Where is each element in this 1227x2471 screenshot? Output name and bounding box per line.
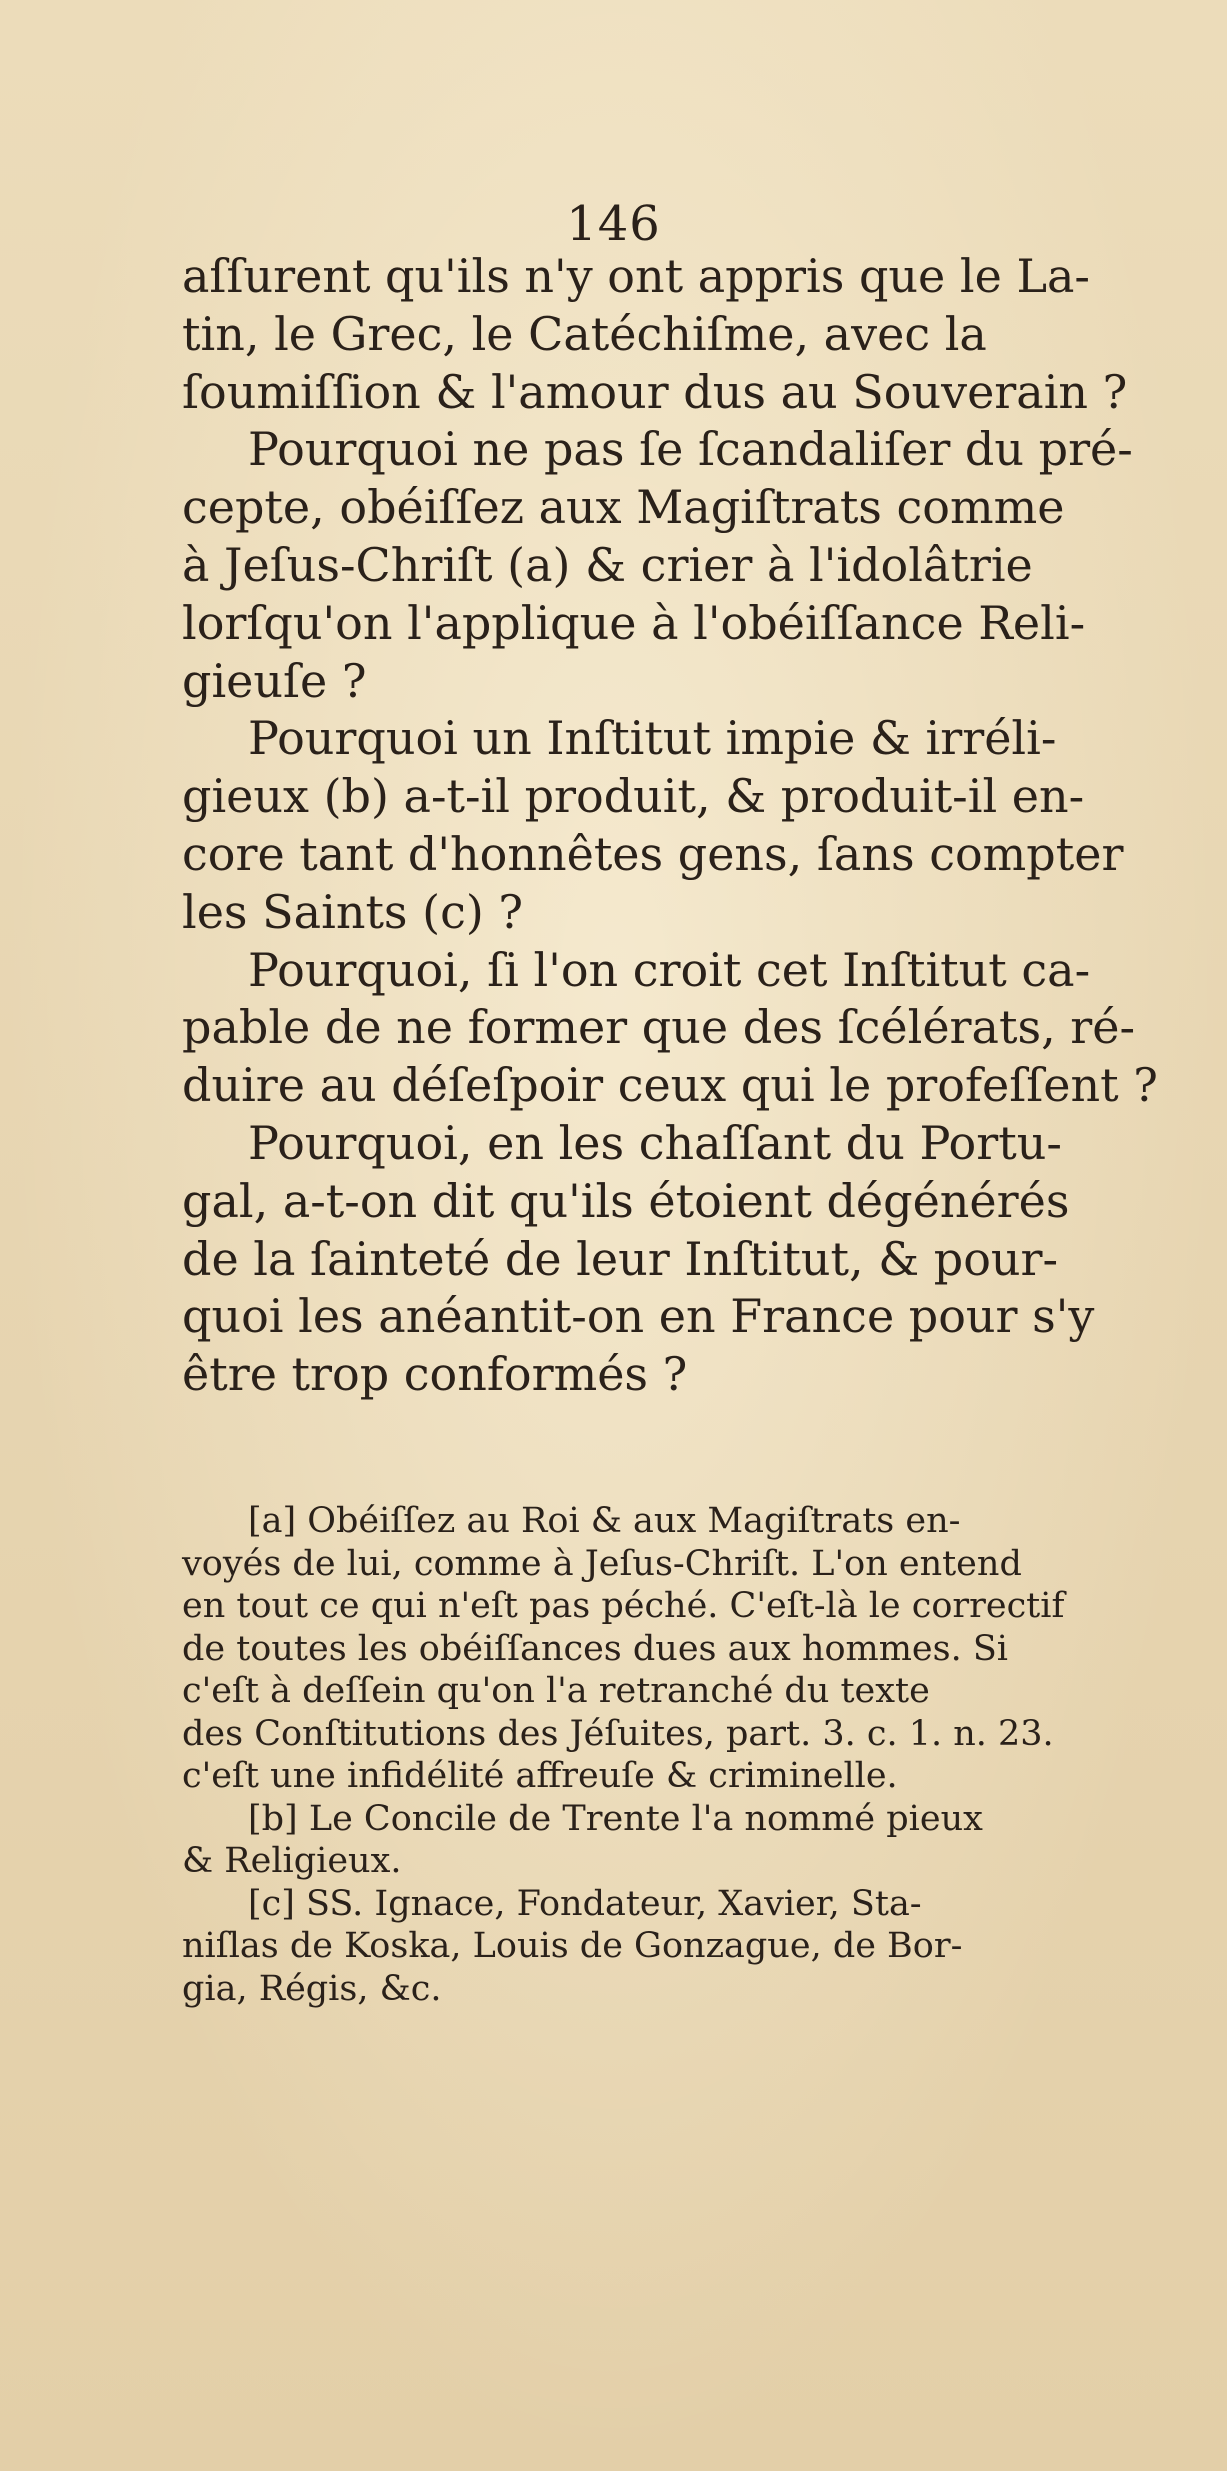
text-line-18: de la ſainteté de leur Inſtitut, & pour- bbox=[182, 1231, 1059, 1286]
footnote-line-6: des Conſtitutions des Jéſuites, part. 3. c. 1. n. 23. bbox=[182, 1713, 1054, 1754]
page-number: 146 bbox=[566, 196, 661, 252]
text-line-15: duire au déſeſpoir ceux qui le profeſſent ? bbox=[182, 1058, 1158, 1113]
text-line-12: les Saints (c) ? bbox=[182, 884, 524, 939]
footnote-line-10: [c] SS. Ignace, Fondateur, Xavier, Sta- bbox=[248, 1883, 922, 1924]
text-line-16: Pourquoi, en les chaſſant du Portu- bbox=[248, 1115, 1062, 1170]
text-line-6: à Jeſus-Chriſt (a) & crier à l'idolâtrie bbox=[182, 537, 1033, 592]
text-line-11: core tant d'honnêtes gens, ſans compter bbox=[182, 826, 1124, 881]
text-line-14: pable de ne former que des ſcélérats, ré- bbox=[182, 1000, 1136, 1055]
text-line-7: lorſqu'on l'applique à l'obéiſſance Reli- bbox=[182, 595, 1086, 650]
footnote-line-2: voyés de lui, comme à Jeſus-Chriſt. L'on entend bbox=[182, 1543, 1022, 1584]
footnote-line-7: c'eſt une infidélité affreuſe & criminelle. bbox=[182, 1756, 898, 1796]
footnote-line-3: en tout ce qui n'eſt pas péché. C'eſt-là le correctif bbox=[182, 1586, 1065, 1626]
text-line-19: quoi les anéantit-on en France pour s'y bbox=[182, 1289, 1095, 1344]
footnote-line-5: c'eſt à deſſein qu'on l'a retranché du texte bbox=[182, 1671, 930, 1711]
footnote-line-12: gia, Régis, &c. bbox=[182, 1968, 442, 2009]
text-line-5: cepte, obéiſſez aux Magiſtrats comme bbox=[182, 480, 1065, 535]
footnote-line-8: [b] Le Concile de Trente l'a nommé pieux bbox=[248, 1798, 983, 1839]
text-line-8: gieuſe ? bbox=[182, 653, 367, 708]
text-line-4: Pourquoi ne pas ſe ſcandaliſer du pré- bbox=[248, 422, 1133, 477]
text-line-2: tin, le Grec, le Catéchiſme, avec la bbox=[182, 306, 987, 361]
footnote-line-1: [a] Obéiſſez au Roi & aux Magiſtrats en- bbox=[248, 1501, 961, 1541]
footnotes bbox=[182, 1500, 1192, 2010]
text-line-1: aſſurent qu'ils n'y ont appris que le La- bbox=[182, 249, 1090, 303]
text-line-10: gieux (b) a-t-il produit, & produit-il en- bbox=[182, 769, 1085, 824]
footnote-line-9: & Religieux. bbox=[182, 1841, 402, 1881]
main-text bbox=[182, 248, 1192, 1404]
text-line-3: ſoumiſſion & l'amour dus au Souverain ? bbox=[182, 364, 1128, 419]
footnote-line-4: de toutes les obéiſſances dues aux hommes. Si bbox=[182, 1628, 1008, 1669]
text-line-13: Pourquoi, ſi l'on croit cet Inſtitut ca- bbox=[248, 942, 1091, 997]
text-line-9: Pourquoi un Inſtitut impie & irréli- bbox=[248, 711, 1057, 766]
footnote-line-11: niſlas de Koska, Louis de Gonzague, de Bor- bbox=[182, 1926, 963, 1966]
text-line-17: gal, a-t-on dit qu'ils étoient dégénérés bbox=[182, 1173, 1070, 1228]
text-line-20: être trop conformés ? bbox=[182, 1347, 688, 1402]
